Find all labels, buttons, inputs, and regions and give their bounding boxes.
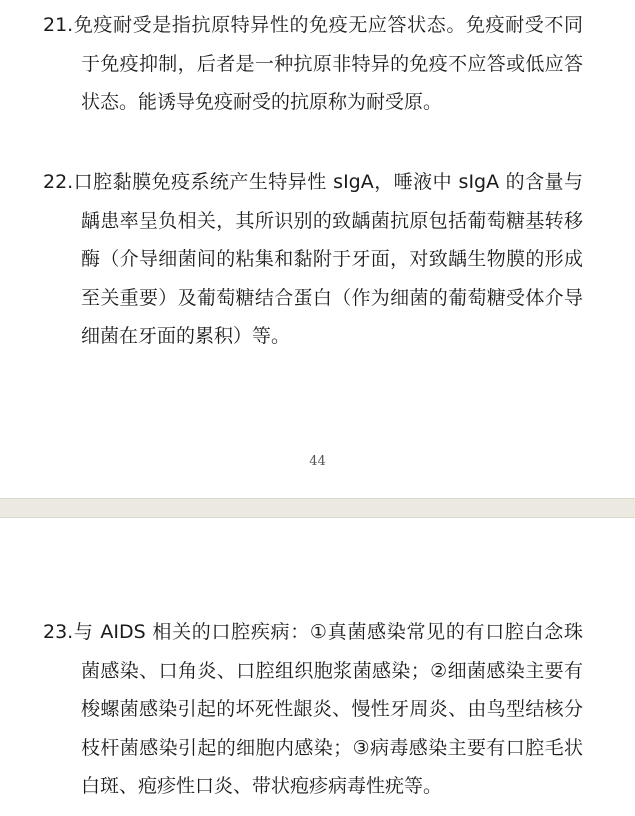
paragraph-21 bbox=[43, 6, 583, 122]
paragraph-22 bbox=[43, 163, 583, 356]
paragraph-23 bbox=[43, 613, 583, 806]
page-separator bbox=[0, 498, 635, 518]
paragraph-text: 与 AIDS 相关的口腔疾病：①真菌感染常见的有口腔白念珠菌感染、口角炎、口腔组织胞浆菌感染；②细菌感染主要有梭螺菌感染引起的坏死性龈炎、慢性牙周炎、由鸟型结核分枝杆菌感染引起的细胞内感染；③病毒感染主要有口腔毛状白斑、疱疹性口炎、带状疱疹病毒性疣等。 bbox=[73, 621, 583, 797]
paragraph-number: 22. bbox=[43, 171, 74, 193]
paragraph-text: 免疫耐受是指抗原特异性的免疫无应答状态。免疫耐受不同于免疫抑制，后者是一种抗原非特异的免疫不应答或低应答状态。能诱导免疫耐受的抗原称为耐受原。 bbox=[73, 14, 583, 113]
paragraph-number: 23. bbox=[43, 621, 74, 643]
document-page-lower bbox=[0, 518, 635, 816]
paragraph-number: 21. bbox=[43, 14, 74, 36]
page-number: 44 bbox=[309, 454, 326, 469]
paragraph-text: 口腔黏膜免疫系统产生特异性 sIgA，唾液中 sIgA 的含量与龋患率呈负相关，其所识别的致龋菌抗原包括葡萄糖基转移酶（介导细菌间的粘集和黏附于牙面，对致龋生物膜的形成至关重要）及葡萄糖结合蛋白（作为细菌的葡萄糖受体介导细菌在牙面的累积）等。 bbox=[73, 171, 583, 347]
